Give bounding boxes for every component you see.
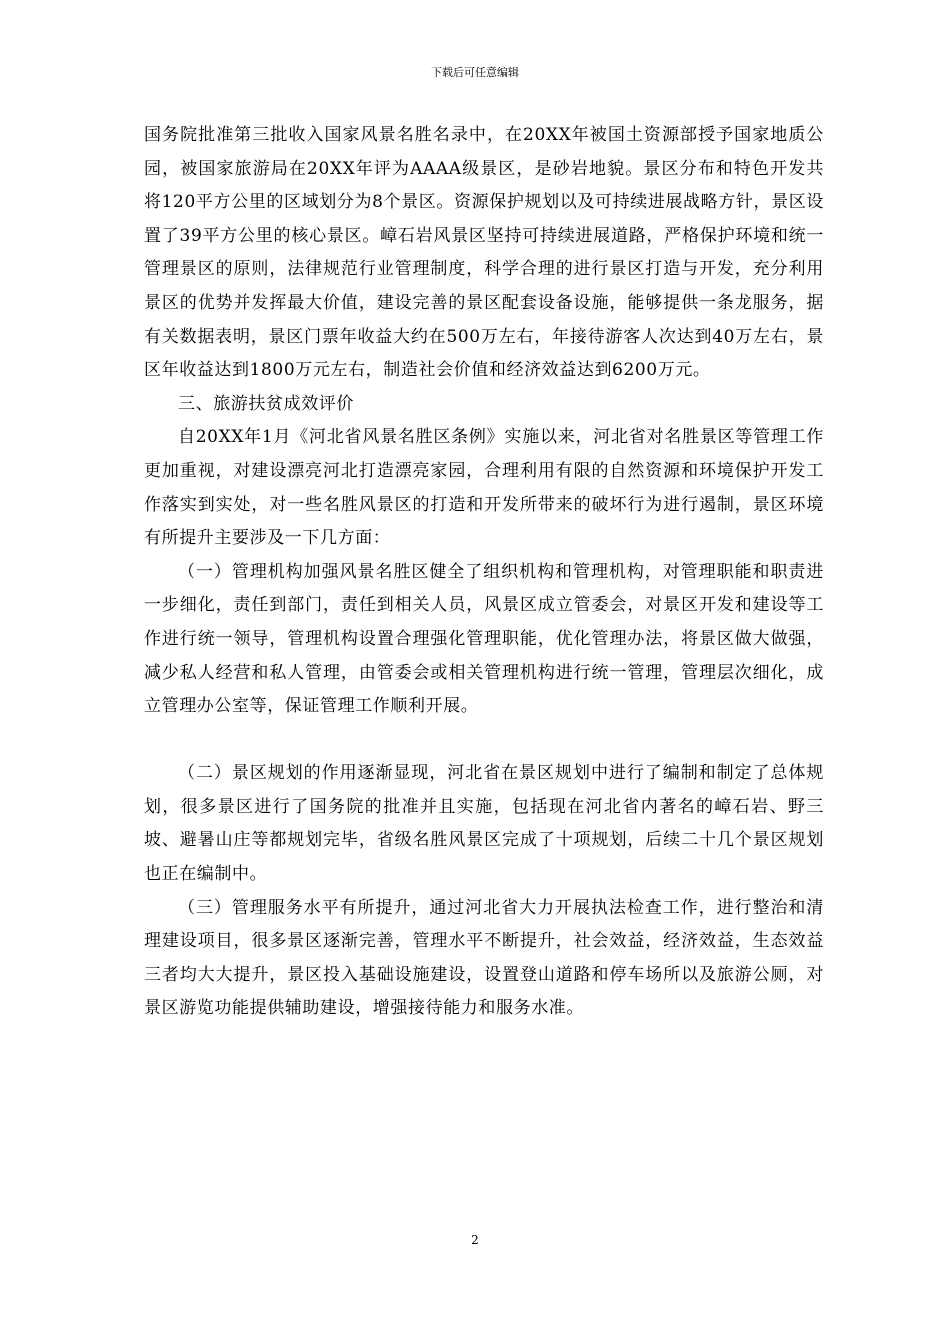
page-number: 2 [471,1233,479,1247]
document-body [144,119,824,1026]
paragraph-intro: 自20XX年1月《河北省风景名胜区条例》实施以来，河北省对名胜景区等管理工作更加重视，对建设漂亮河北打造漂亮家园，合理利用有限的自然资源和环境保护开发工作落实到实处，对一些名胜风景区的打造和开发所带来的破坏行为进行遏制，景区环境有所提升主要涉及一下几方面： [144,427,824,549]
paragraph-item-1: （一）管理机构加强风景名胜区健全了组织机构和管理机构，对管理职能和职责进一步细化，责任到部门，责任到相关人员，风景区成立管委会，对景区开发和建设等工作进行统一领导，管理机构设置合理强化管理职能，优化管理办法，将景区做大做强，减少私人经营和私人管理，由管委会或相关管理机构进行统一管理，管理层次细化，成立管理办公室等，保证管理工作顺利开展。 [144,561,824,717]
paragraph-continued: 国务院批准第三批收入国家风景名胜名录中，在20XX年被国土资源部授予国家地质公园，被国家旅游局在20XX年评为AAAA级景区，是砂岩地貌。景区分布和特色开发共将120平方公里的区域划分为8个景区。资源保护规划以及可持续进展战略方针，景区设置了39平方公里的核心景区。嶂石岩风景区坚持可持续进展道路，严格保护环境和统一管理景区的原则，法律规范行业管理制度，科学合理的进行景区打造与开发，充分利用景区的优势并发挥最大价值，建设完善的景区配套设备设施，能够提供一条龙服务，据有关数据表明，景区门票年收益大约在500万左右，年接待游客人次达到40万左右，景区年收益达到1800万元左右，制造社会价值和经济效益达到6200万元。 [144,125,824,381]
paragraph-item-2: （二）景区规划的作用逐渐显现，河北省在景区规划中进行了编制和制定了总体规划，很多景区进行了国务院的批准并且实施，包括现在河北省内著名的嶂石岩、野三坡、避暑山庄等都规划完毕，省级名胜风景区完成了十项规划，后续二十几个景区规划也正在编制中。 [144,763,824,885]
section-heading: 三、旅游扶贫成效评价 [178,393,354,414]
page-header: 下载后可任意编辑 [431,66,519,79]
blank-line [144,724,824,758]
paragraph-item-3: （三）管理服务水平有所提升，通过河北省大力开展执法检查工作，进行整治和清理建设项目，很多景区逐渐完善，管理水平不断提升，社会效益，经济效益，生态效益三者均大大提升，景区投入基础设施建设，设置登山道路和停车场所以及旅游公厕，对景区游览功能提供辅助建设，增强接待能力和服务水准。 [144,897,824,1019]
